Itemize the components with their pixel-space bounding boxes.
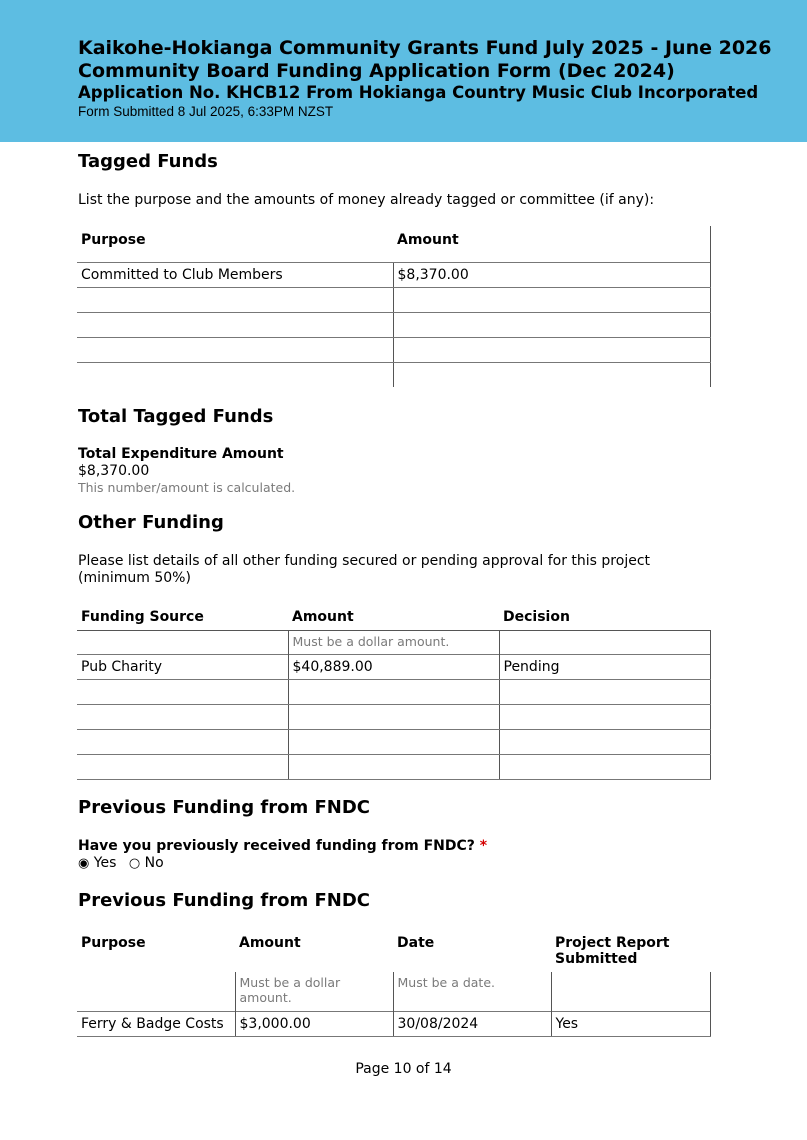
column-header-purpose: Purpose (81, 935, 146, 951)
hint-row (77, 972, 710, 1011)
table-cell (77, 312, 393, 337)
previous-funding-table (77, 929, 711, 1037)
table-cell: Yes (551, 1011, 710, 1036)
column-header-amount: Amount (292, 609, 354, 625)
table-cell (393, 312, 710, 337)
table-row (77, 262, 710, 287)
table-cell (77, 362, 393, 387)
radio-yes-label: Yes (93, 855, 117, 871)
table-cell (77, 337, 393, 362)
table-cell (288, 754, 499, 779)
table-cell (499, 754, 710, 779)
table-cell: $8,370.00 (393, 262, 710, 287)
table-cell (288, 679, 499, 704)
table-cell (499, 704, 710, 729)
other-funding-instruction: Please list details of all other funding secured or pending approval for this project (minimum 50%) (78, 553, 651, 586)
radio-no-label: No (144, 855, 164, 871)
table-row (77, 1011, 710, 1036)
column-header-funding-source: Funding Source (81, 609, 204, 625)
column-header-amount: Amount (239, 935, 301, 951)
total-tagged-heading: Total Tagged Funds (78, 406, 274, 427)
table-cell: Pending (499, 654, 710, 679)
column-header-date: Date (397, 935, 435, 951)
calculated-note: This number/amount is calculated. (78, 480, 296, 495)
table-cell (77, 729, 288, 754)
table-cell (288, 729, 499, 754)
question-text: Have you previously received funding from FNDC? (78, 838, 475, 854)
table-cell (288, 704, 499, 729)
previous-funding-heading: Previous Funding from FNDC (78, 890, 370, 911)
other-funding-heading: Other Funding (78, 512, 224, 533)
table-row (77, 362, 710, 387)
table-cell (551, 972, 710, 1011)
other-funding-table (77, 604, 711, 780)
submission-timestamp: Form Submitted 8 Jul 2025, 6:33PM NZST (78, 104, 334, 119)
table-cell (499, 630, 710, 654)
table-row (77, 679, 710, 704)
field-hint: Must be a dollar amount. (235, 972, 393, 1011)
column-header-report-submitted: Project Report Submitted (555, 935, 670, 967)
total-expenditure-label: Total Expenditure Amount (78, 446, 284, 462)
table-row (77, 287, 710, 312)
table-cell: Committed to Club Members (77, 262, 393, 287)
column-header-purpose: Purpose (81, 232, 146, 248)
table-row (77, 704, 710, 729)
column-header-amount: Amount (393, 226, 710, 262)
radio-selected-icon: ◉ (78, 856, 90, 871)
previous-funding-question-heading: Previous Funding from FNDC (78, 797, 370, 818)
table-cell (499, 679, 710, 704)
total-expenditure-value: $8,370.00 (78, 463, 150, 479)
tagged-funds-instruction: List the purpose and the amounts of money already tagged or committee (if any): (78, 192, 655, 208)
fund-title: Kaikohe-Hokianga Community Grants Fund July 2025 - June 2026 (78, 37, 772, 59)
table-cell (77, 972, 235, 1011)
table-cell: Pub Charity (77, 654, 288, 679)
radio-no[interactable] (129, 855, 164, 871)
table-cell (77, 630, 288, 654)
table-row (77, 312, 710, 337)
column-header-decision: Decision (503, 609, 570, 625)
hint-row (77, 630, 710, 654)
radio-unselected-icon: ○ (128, 856, 141, 871)
table-cell (77, 679, 288, 704)
table-cell (393, 337, 710, 362)
table-cell (77, 754, 288, 779)
table-cell (393, 362, 710, 387)
table-cell (77, 287, 393, 312)
table-cell: $3,000.00 (235, 1011, 393, 1036)
table-cell (499, 729, 710, 754)
field-hint: Must be a date. (393, 972, 551, 1011)
field-hint: Must be a dollar amount. (288, 630, 499, 654)
required-asterisk: * (479, 838, 488, 854)
table-row (77, 654, 710, 679)
table-cell: $40,889.00 (288, 654, 499, 679)
application-number: Application No. KHCB12 From Hokianga Country Music Club Incorporated (78, 83, 759, 102)
previous-funding-radio-group (78, 855, 164, 871)
form-title: Community Board Funding Application Form (Dec 2024) (78, 60, 675, 82)
table-cell: 30/08/2024 (393, 1011, 551, 1036)
tagged-funds-table (77, 226, 711, 387)
table-row (77, 729, 710, 754)
table-cell (77, 704, 288, 729)
radio-yes[interactable] (78, 855, 121, 871)
form-header (0, 0, 807, 142)
page-number: Page 10 of 14 (355, 1061, 452, 1077)
table-cell (393, 287, 710, 312)
previous-funding-question (78, 838, 487, 854)
table-row (77, 337, 710, 362)
table-row (77, 754, 710, 779)
table-cell: Ferry & Badge Costs (77, 1011, 235, 1036)
tagged-funds-heading: Tagged Funds (78, 151, 218, 172)
